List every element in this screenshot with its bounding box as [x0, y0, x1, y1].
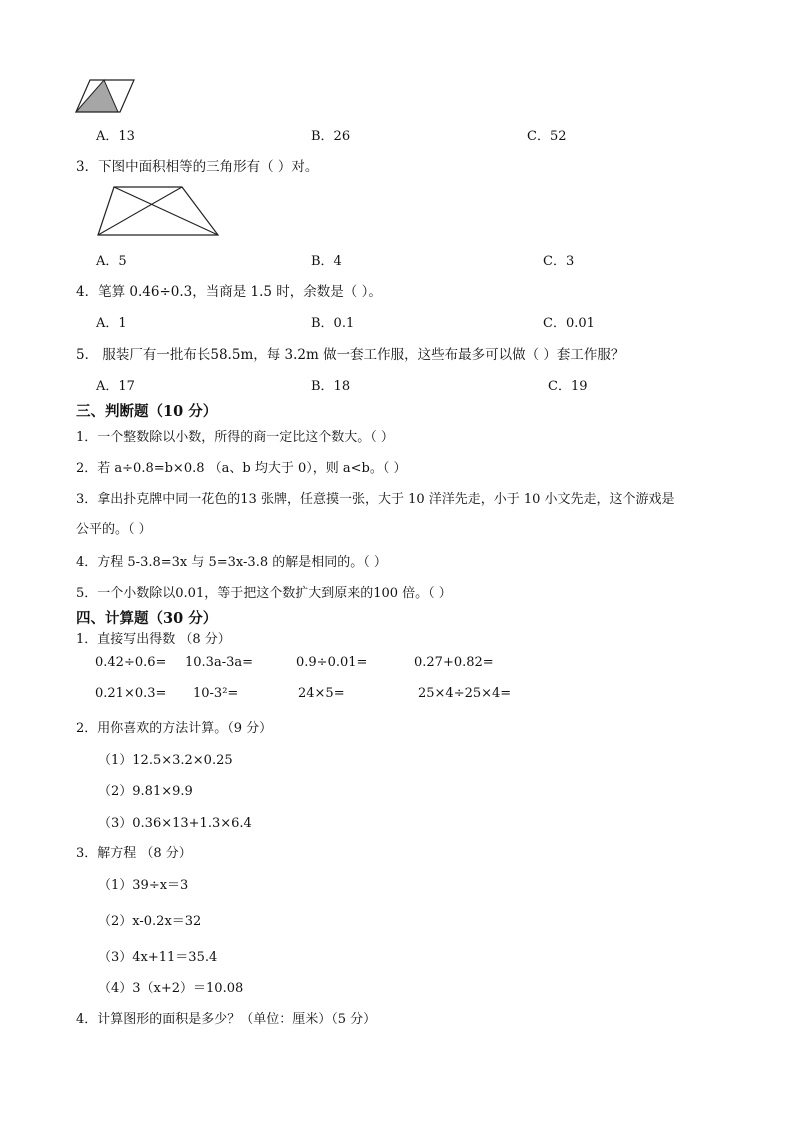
shaded-triangle: [76, 80, 118, 112]
parallelogram-figure: [74, 78, 136, 114]
calc-part-2-title: 2．用你喜欢的方法计算。（9 分）: [76, 721, 273, 736]
q5-option-a[interactable]: A．17: [96, 379, 135, 394]
q3-option-b[interactable]: B．4: [311, 254, 342, 269]
trapezoid-figure: [96, 185, 220, 237]
q4-text: 4．笔算 0.46÷0.3，当商是 1.5 时，余数是（ ）。: [76, 284, 382, 300]
oral-calc-7: 24×5=: [298, 686, 345, 701]
q3-option-c[interactable]: C．3: [543, 254, 575, 269]
section-4-title: 四、计算题（30 分）: [76, 610, 218, 627]
diagonal-2: [114, 187, 218, 235]
oral-calc-1: 0.42÷0.6=: [95, 655, 167, 670]
oral-calc-6: 10-3²=: [193, 686, 239, 701]
judge-item-3-cont: 公平的。（ ）: [76, 522, 152, 537]
oral-calc-3: 0.9÷0.01=: [296, 655, 368, 670]
trapezoid-outline: [98, 187, 218, 235]
q2-option-b[interactable]: B．26: [311, 129, 351, 144]
q4-option-b[interactable]: B．0.1: [311, 316, 355, 331]
equation-item-3: （3）4x+11＝35.4: [98, 950, 218, 965]
q3-option-a[interactable]: A．5: [96, 254, 127, 269]
calc-part-4-title: 4．计算图形的面积是多少？（单位：厘米）（5 分）: [76, 1012, 377, 1027]
diagonal-1: [98, 187, 182, 235]
judge-item-1: 1．一个整数除以小数，所得的商一定比这个数大。（ ）: [76, 430, 394, 445]
q5-text: 5． 服装厂有一批布长58.5m，每 3.2m 做一套工作服，这些布最多可以做（ ）套工作服？: [76, 347, 625, 363]
q3-text: 3．下图中面积相等的三角形有（ ）对。: [76, 159, 319, 175]
equation-item-1: （1）39÷x＝3: [98, 878, 189, 893]
judge-item-3: 3．拿出扑克牌中同一花色的13 张牌，任意摸一张，大于 10 洋洋先走，小于 10 小文先走，这个游戏是: [76, 492, 675, 507]
judge-item-2: 2．若 a÷0.8=b×0.8 （a、b 均大于 0），则 a<b。（ ）: [76, 461, 407, 476]
oral-calc-2: 10.3a-3a=: [185, 655, 254, 670]
equation-item-4: （4）3（x+2）＝10.08: [98, 981, 244, 996]
q5-option-c[interactable]: C．19: [548, 379, 588, 394]
calc-part-1-title: 1．直接写出得数 （8 分）: [76, 632, 231, 647]
simplify-item-3: （3）0.36×13+1.3×6.4: [98, 816, 252, 831]
simplify-item-1: （1）12.5×3.2×0.25: [98, 753, 233, 768]
oral-calc-8: 25×4÷25×4=: [418, 686, 512, 701]
q4-option-c[interactable]: C．0.01: [543, 316, 595, 331]
section-3-title: 三、判断题（10 分）: [76, 403, 218, 420]
judge-item-5: 5．一个小数除以0.01，等于把这个数扩大到原来的100 倍。（ ）: [76, 586, 452, 601]
calc-part-3-title: 3．解方程 （8 分）: [76, 846, 192, 861]
oral-calc-5: 0.21×0.3=: [95, 686, 167, 701]
judge-item-4: 4．方程 5-3.8=3x 与 5=3x-3.8 的解是相同的。（ ）: [76, 555, 387, 570]
q4-option-a[interactable]: A．1: [96, 316, 127, 331]
oral-calc-4: 0.27+0.82=: [414, 655, 494, 670]
q2-option-a[interactable]: A．13: [96, 129, 135, 144]
q5-option-b[interactable]: B．18: [311, 379, 351, 394]
simplify-item-2: （2）9.81×9.9: [98, 784, 193, 799]
equation-item-2: （2）x-0.2x＝32: [98, 914, 202, 929]
q2-option-c[interactable]: C．52: [527, 129, 567, 144]
